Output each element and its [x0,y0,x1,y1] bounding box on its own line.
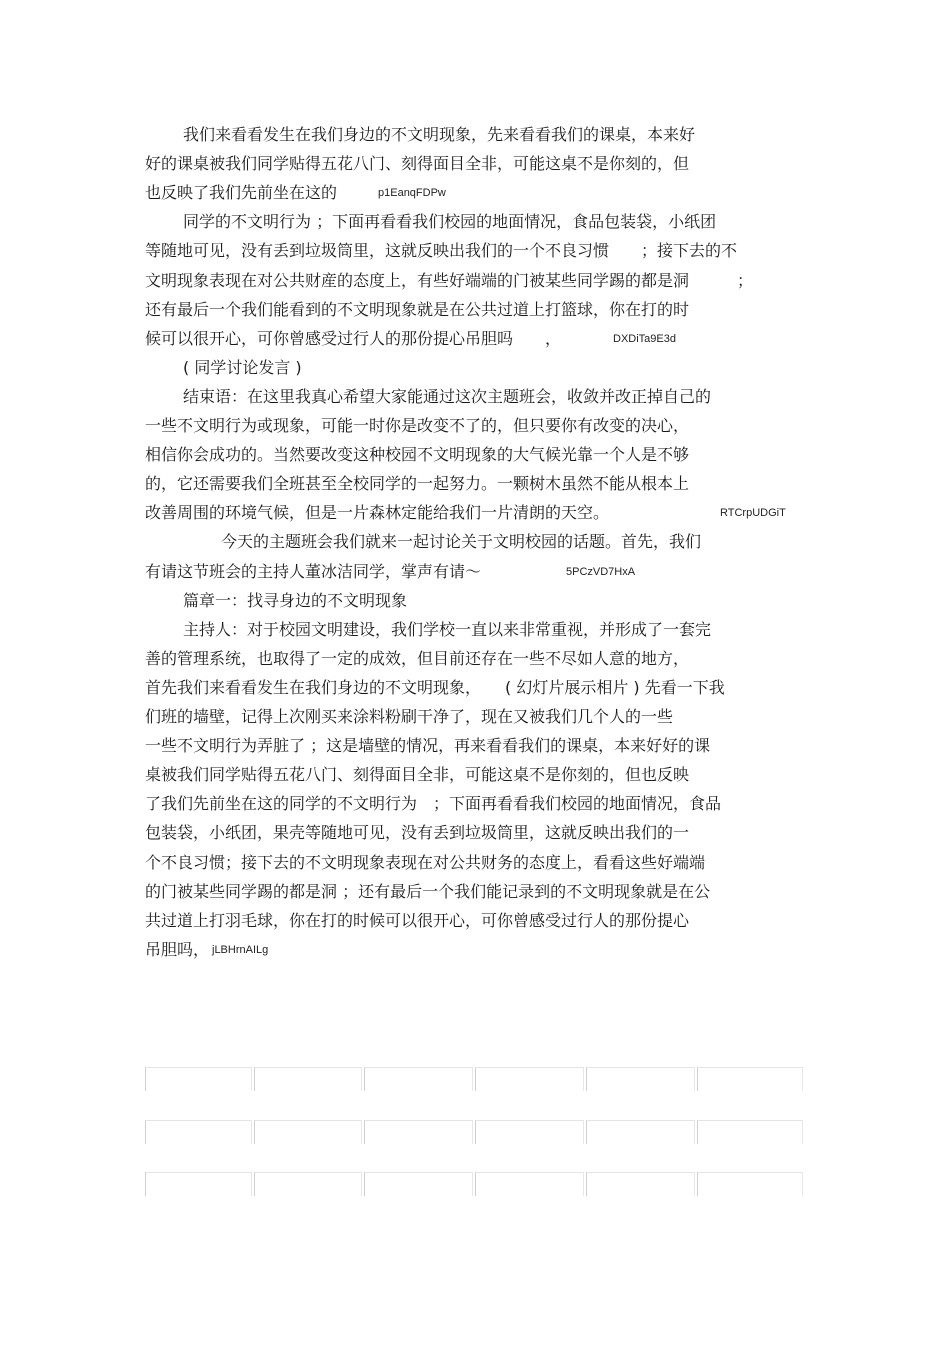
line-code-tag: RTCrpUDGiT [720,507,786,520]
text-line: 主持人：对于校园文明建设，我们学校一直以来非常重视，并形成了一套完 [183,619,712,639]
table-cell [475,1120,584,1144]
text-line: 等随地可见，没有丢到垃圾筒里，这就反映出我们的一个不良习惯 ；接下去的不 [145,241,738,261]
line-code-tag: jLBHrnAILg [212,943,269,956]
text-line: 同学的不文明行为 ；下面再看看我们校园的地面情况，食品包装袋，小纸团 [183,212,717,232]
table-cell [364,1120,473,1144]
text-line: 我们来看看发生在我们身边的不文明现象，先来看看我们的课桌，本来好 [183,125,696,144]
text-line: 好的课桌被我们同学贴得五花八门、刻得面目全非，可能这桌不是你刻的，但 [145,154,690,174]
text-line: 们班的墙壁，记得上次刚买来涂料粉刷干净了，现在又被我们几个人的一些 [145,707,674,726]
text-line: ( 同学讨论发言 ) [183,357,302,377]
table-cell [254,1067,362,1091]
text-line: 一些不文明行为或现象，可能一时你是改变不了的，但只要你有改变的决心， [145,416,690,435]
table-cell [697,1067,803,1091]
table-cell [586,1120,695,1144]
line-code-tag: p1EanqFDPw [378,187,446,200]
text-line: 今天的主题班会我们就来一起讨论关于文明校园的话题。首先，我们 [221,532,702,552]
table-row [145,1067,805,1093]
text-line: 还有最后一个我们能看到的不文明现象就是在公共过道上打篮球，你在打的时 [145,299,690,319]
text-line: 吊胆吗， [145,939,210,959]
text-line: 善的管理系统，也取得了一定的成效，但目前还存在一些不尽如人意的地方， [145,648,690,668]
table-cell [697,1172,803,1196]
text-line: 一些不文明行为弄脏了 ；这是墙壁的情况，再来看看我们的课桌，本来好好的课 [145,736,711,756]
table-row [145,1172,805,1198]
table-cell [475,1067,584,1091]
table-cell [586,1067,695,1091]
table-row [145,1120,805,1146]
text-line: 也反映了我们先前坐在这的 [145,183,338,203]
table-cell [145,1120,252,1144]
text-line: 候可以很开心，可你曾感受过行人的那份提心吊胆吗 ， [145,328,562,348]
text-line: 改善周围的环境气候，但是一片森林定能给我们一片清朗的天空。 [145,503,610,523]
text-line: 了我们先前坐在这的同学的不文明行为 ；下面再看看我们校园的地面情况，食品 [145,794,722,814]
line-code-tag: 5PCzVD7HxA [566,565,636,578]
text-line: 篇章一：找寻身边的不文明现象 [183,590,408,610]
table-cell [586,1172,695,1196]
table-cell [254,1120,362,1144]
table-cell [145,1172,252,1196]
table-cell [475,1172,584,1196]
text-line: 桌被我们同学贴得五花八门、刻得面目全非，可能这桌不是你刻的，但也反映 [145,765,690,785]
text-line: 相信你会成功的。当然要改变这种校园不文明现象的大气候光靠一个人是不够 [145,445,690,465]
text-line: 的门被某些同学踢的都是洞 ；还有最后一个我们能记录到的不文明现象就是在公 [145,881,711,901]
text-line: 的，它还需要我们全班甚至全校同学的一起努力。一颗树木虽然不能从根本上 [145,474,690,494]
table-cell [145,1067,252,1091]
text-line: 共过道上打羽毛球，你在打的时候可以很开心，可你曾感受过行人的那份提心 [145,910,690,930]
table-cell [364,1172,473,1196]
text-line: 有请这节班会的主持人董冰洁同学，掌声有请～ [145,561,482,581]
table-cell [254,1172,362,1196]
table-cell [697,1120,803,1144]
text-line: 个不良习惯；接下去的不文明现象表现在对公共财务的态度上，看看这些好端端 [145,852,706,872]
text-line: 文明现象表现在对公共财産的态度上，有些好端端的门被某些同学踢的都是洞 ； [145,270,754,290]
text-line: 首先我们来看看发生在我们身边的不文明现象， ( 幻灯片展示相片 ) 先看一下我 [145,677,725,697]
line-code-tag: DXDiTa9E3d [613,332,676,345]
text-line: 包装袋，小纸团，果壳等随地可见，没有丢到垃圾筒里，这就反映出我们的一 [145,823,690,843]
table-cell [364,1067,473,1091]
text-line: 结束语：在这里我真心希望大家能通过这次主题班会，收敛并改正掉自己的 [183,386,712,406]
